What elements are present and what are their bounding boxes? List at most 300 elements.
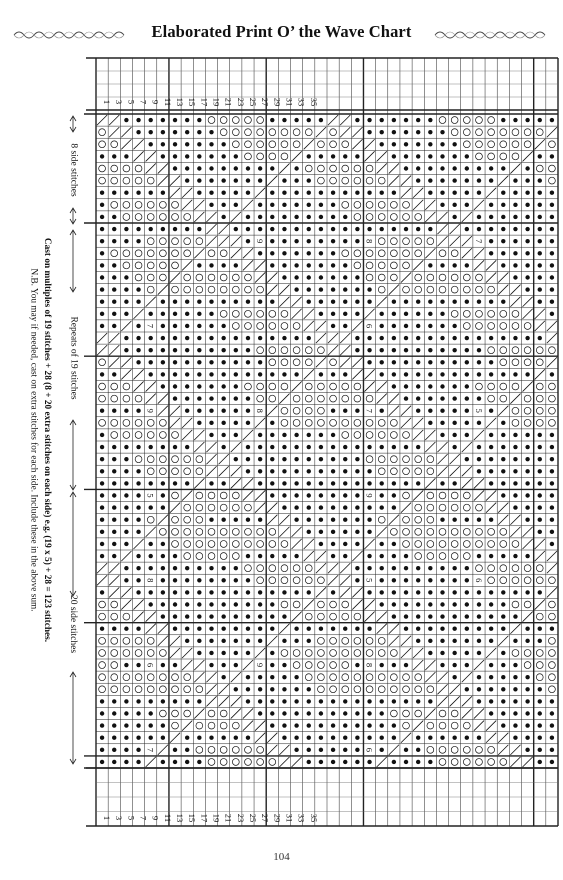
purl-dot-mark <box>489 445 493 449</box>
yarn-over-circle-mark <box>390 710 397 717</box>
purl-dot-mark <box>404 760 408 764</box>
yarn-over-circle-mark <box>415 238 422 245</box>
purl-dot-mark <box>209 433 213 437</box>
purl-dot-mark <box>221 409 225 413</box>
purl-dot-mark <box>282 239 286 243</box>
purl-dot-mark <box>234 360 238 364</box>
yarn-over-circle-mark <box>318 347 325 354</box>
yarn-over-circle-mark <box>463 722 470 729</box>
decrease-slash-mark <box>206 454 216 464</box>
yarn-over-circle-mark <box>159 201 166 208</box>
purl-dot-mark <box>258 639 262 643</box>
decrease-slash-mark <box>182 648 192 658</box>
decrease-slash-mark <box>243 721 253 731</box>
yarn-over-circle-mark <box>184 553 191 560</box>
yarn-over-circle-mark <box>196 274 203 281</box>
purl-dot-mark <box>343 312 347 316</box>
yarn-over-circle-mark <box>293 662 300 669</box>
purl-dot-mark <box>112 312 116 316</box>
purl-dot-mark <box>209 263 213 267</box>
purl-dot-mark <box>550 118 554 122</box>
yarn-over-circle-mark <box>293 359 300 366</box>
purl-dot-mark <box>380 372 384 376</box>
purl-dot-mark <box>440 627 444 631</box>
yarn-over-circle-mark <box>415 528 422 535</box>
purl-dot-mark <box>234 336 238 340</box>
yarn-over-circle-mark <box>476 117 483 124</box>
purl-dot-mark <box>294 445 298 449</box>
purl-dot-mark <box>136 723 140 727</box>
decrease-slash-mark <box>474 430 484 440</box>
purl-dot-mark <box>355 542 359 546</box>
yarn-over-circle-mark <box>293 419 300 426</box>
decrease-slash-mark <box>510 515 520 525</box>
decrease-slash-mark <box>352 369 362 379</box>
purl-dot-mark <box>221 651 225 655</box>
decrease-slash-mark <box>243 478 253 488</box>
purl-dot-mark <box>209 130 213 134</box>
purl-dot-mark <box>452 590 456 594</box>
yarn-over-circle-mark <box>463 492 470 499</box>
decrease-slash-mark <box>146 527 156 537</box>
yarn-over-circle-mark <box>549 407 556 414</box>
decrease-slash-mark <box>474 478 484 488</box>
yarn-over-circle-mark <box>257 383 264 390</box>
purl-dot-mark <box>100 699 104 703</box>
purl-dot-mark <box>307 433 311 437</box>
purl-dot-mark <box>112 760 116 764</box>
purl-dot-mark <box>416 590 420 594</box>
purl-dot-mark <box>307 251 311 255</box>
yarn-over-circle-mark <box>257 153 264 160</box>
yarn-over-circle-mark <box>549 395 556 402</box>
decrease-slash-mark <box>170 418 180 428</box>
yarn-over-circle-mark <box>184 214 191 221</box>
yarn-over-circle-mark <box>147 419 154 426</box>
purl-dot-mark <box>307 287 311 291</box>
purl-dot-mark <box>185 324 189 328</box>
purl-dot-mark <box>513 663 517 667</box>
decrease-slash-mark <box>389 176 399 186</box>
purl-dot-mark <box>465 590 469 594</box>
yarn-over-circle-mark <box>269 565 276 572</box>
purl-dot-mark <box>428 166 432 170</box>
purl-dot-mark <box>294 493 298 497</box>
yarn-over-circle-mark <box>123 395 130 402</box>
stitch-count-digit: 6 <box>473 578 484 583</box>
purl-dot-mark <box>416 312 420 316</box>
yarn-over-circle-mark <box>500 129 507 136</box>
purl-dot-mark <box>525 251 529 255</box>
purl-dot-mark <box>513 469 517 473</box>
purl-dot-mark <box>221 578 225 582</box>
yarn-over-circle-mark <box>439 250 446 257</box>
purl-dot-mark <box>452 651 456 655</box>
purl-dot-mark <box>270 711 274 715</box>
yarn-over-circle-mark <box>330 601 337 608</box>
decrease-slash-mark <box>279 163 289 173</box>
yarn-over-circle-mark <box>305 650 312 657</box>
yarn-over-circle-mark <box>415 274 422 281</box>
yarn-over-circle-mark <box>476 759 483 766</box>
yarn-over-circle-mark <box>184 504 191 511</box>
purl-dot-mark <box>161 481 165 485</box>
yarn-over-circle-mark <box>111 662 118 669</box>
decrease-slash-mark <box>523 297 533 307</box>
decrease-slash-mark <box>389 406 399 416</box>
purl-dot-mark <box>100 493 104 497</box>
yarn-over-circle-mark <box>354 250 361 257</box>
purl-dot-mark <box>234 191 238 195</box>
purl-dot-mark <box>367 723 371 727</box>
purl-dot-mark <box>282 639 286 643</box>
purl-dot-mark <box>452 433 456 437</box>
purl-dot-mark <box>452 300 456 304</box>
purl-dot-mark <box>100 542 104 546</box>
decrease-slash-mark <box>425 478 435 488</box>
decrease-slash-mark <box>231 212 241 222</box>
yarn-over-circle-mark <box>439 722 446 729</box>
purl-dot-mark <box>149 118 153 122</box>
purl-dot-mark <box>538 275 542 279</box>
purl-dot-mark <box>513 178 517 182</box>
decrease-slash-mark <box>146 612 156 622</box>
purl-dot-mark <box>525 723 529 727</box>
decrease-slash-mark <box>121 587 131 597</box>
purl-dot-mark <box>112 154 116 158</box>
purl-dot-mark <box>452 481 456 485</box>
purl-dot-mark <box>343 760 347 764</box>
purl-dot-mark <box>221 566 225 570</box>
purl-dot-mark <box>343 191 347 195</box>
yarn-over-circle-mark <box>135 201 142 208</box>
purl-dot-mark <box>355 336 359 340</box>
purl-dot-mark <box>307 639 311 643</box>
stitch-count-digit: 5 <box>473 408 484 413</box>
purl-dot-mark <box>392 300 396 304</box>
purl-dot-mark <box>331 154 335 158</box>
purl-dot-mark <box>513 493 517 497</box>
yarn-over-circle-mark <box>342 662 349 669</box>
purl-dot-mark <box>282 663 286 667</box>
purl-dot-mark <box>550 215 554 219</box>
yarn-over-circle-mark <box>330 383 337 390</box>
purl-dot-mark <box>161 300 165 304</box>
yarn-over-circle-mark <box>257 577 264 584</box>
purl-dot-mark <box>489 336 493 340</box>
purl-dot-mark <box>294 287 298 291</box>
purl-dot-mark <box>319 505 323 509</box>
yarn-over-circle-mark <box>366 214 373 221</box>
purl-dot-mark <box>355 566 359 570</box>
purl-dot-mark <box>209 142 213 146</box>
purl-dot-mark <box>392 699 396 703</box>
yarn-over-circle-mark <box>281 347 288 354</box>
purl-dot-mark <box>513 505 517 509</box>
purl-dot-mark <box>112 215 116 219</box>
yarn-over-circle-mark <box>342 686 349 693</box>
purl-dot-mark <box>294 433 298 437</box>
yarn-over-circle-mark <box>184 456 191 463</box>
purl-dot-mark <box>221 360 225 364</box>
decrease-slash-mark <box>133 309 143 319</box>
purl-dot-mark <box>465 409 469 413</box>
yarn-over-circle-mark <box>439 746 446 753</box>
purl-dot-mark <box>112 275 116 279</box>
row-number-bottom: 5 <box>126 815 137 821</box>
purl-dot-mark <box>550 518 554 522</box>
purl-dot-mark <box>294 191 298 195</box>
yarn-over-circle-mark <box>220 541 227 548</box>
yarn-over-circle-mark <box>147 238 154 245</box>
purl-dot-mark <box>525 590 529 594</box>
purl-dot-mark <box>355 711 359 715</box>
purl-dot-mark <box>331 433 335 437</box>
purl-dot-mark <box>489 590 493 594</box>
yarn-over-circle-mark <box>184 541 191 548</box>
purl-dot-mark <box>452 639 456 643</box>
purl-dot-mark <box>428 191 432 195</box>
purl-dot-mark <box>428 227 432 231</box>
purl-dot-mark <box>319 251 323 255</box>
purl-dot-mark <box>246 227 250 231</box>
yarn-over-circle-mark <box>281 141 288 148</box>
decrease-slash-mark <box>364 599 374 609</box>
decrease-slash-mark <box>206 212 216 222</box>
purl-dot-mark <box>440 130 444 134</box>
purl-dot-mark <box>161 227 165 231</box>
decrease-slash-mark <box>194 212 204 222</box>
purl-dot-mark <box>452 602 456 606</box>
decrease-slash-mark <box>486 503 496 513</box>
yarn-over-circle-mark <box>390 419 397 426</box>
yarn-over-circle-mark <box>111 601 118 608</box>
yarn-over-circle-mark <box>512 153 519 160</box>
purl-dot-mark <box>246 396 250 400</box>
decrease-slash-mark <box>510 527 520 537</box>
purl-dot-mark <box>501 215 505 219</box>
yarn-over-circle-mark <box>111 674 118 681</box>
purl-dot-mark <box>355 227 359 231</box>
purl-dot-mark <box>404 748 408 752</box>
purl-dot-mark <box>234 166 238 170</box>
purl-dot-mark <box>270 651 274 655</box>
yarn-over-circle-mark <box>378 468 385 475</box>
yarn-over-circle-mark <box>366 262 373 269</box>
purl-dot-mark <box>513 118 517 122</box>
purl-dot-mark <box>209 166 213 170</box>
purl-dot-mark <box>538 336 542 340</box>
purl-dot-mark <box>380 723 384 727</box>
yarn-over-circle-mark <box>403 674 410 681</box>
purl-dot-mark <box>294 481 298 485</box>
purl-dot-mark <box>380 554 384 558</box>
decrease-slash-mark <box>462 708 472 718</box>
purl-dot-mark <box>404 614 408 618</box>
purl-dot-mark <box>258 227 262 231</box>
purl-dot-mark <box>416 130 420 134</box>
yarn-over-circle-mark <box>293 577 300 584</box>
yarn-over-circle-mark <box>99 177 106 184</box>
purl-dot-mark <box>550 154 554 158</box>
purl-dot-mark <box>173 578 177 582</box>
yarn-over-circle-mark <box>135 650 142 657</box>
yarn-over-circle-mark <box>330 165 337 172</box>
purl-dot-mark <box>331 542 335 546</box>
purl-dot-mark <box>355 287 359 291</box>
decrease-slash-mark <box>425 660 435 670</box>
purl-dot-mark <box>489 227 493 231</box>
purl-dot-mark <box>392 505 396 509</box>
purl-dot-mark <box>525 699 529 703</box>
purl-dot-mark <box>197 312 201 316</box>
row-number-top: 29 <box>272 97 283 107</box>
purl-dot-mark <box>112 372 116 376</box>
purl-dot-mark <box>258 602 262 606</box>
purl-dot-mark <box>100 263 104 267</box>
purl-dot-mark <box>501 711 505 715</box>
yarn-over-circle-mark <box>111 177 118 184</box>
purl-dot-mark <box>294 336 298 340</box>
yarn-over-circle-mark <box>451 710 458 717</box>
decrease-slash-mark <box>304 539 314 549</box>
yarn-over-circle-mark <box>318 613 325 620</box>
purl-dot-mark <box>307 530 311 534</box>
purl-dot-mark <box>161 312 165 316</box>
decrease-slash-mark <box>547 587 557 597</box>
decrease-slash-mark <box>535 539 545 549</box>
purl-dot-mark <box>136 760 140 764</box>
purl-dot-mark <box>197 178 201 182</box>
purl-dot-mark <box>124 723 128 727</box>
purl-dot-mark <box>380 578 384 582</box>
purl-dot-mark <box>185 590 189 594</box>
yarn-over-circle-mark <box>172 492 179 499</box>
decrease-slash-mark <box>267 176 277 186</box>
purl-dot-mark <box>136 287 140 291</box>
purl-dot-mark <box>392 663 396 667</box>
yarn-over-circle-mark <box>427 541 434 548</box>
purl-dot-mark <box>416 348 420 352</box>
decrease-slash-mark <box>535 139 545 149</box>
purl-dot-mark <box>440 651 444 655</box>
yarn-over-circle-mark <box>245 286 252 293</box>
purl-dot-mark <box>294 166 298 170</box>
yarn-over-circle-mark <box>403 516 410 523</box>
purl-dot-mark <box>538 457 542 461</box>
yarn-over-circle-mark <box>354 637 361 644</box>
purl-dot-mark <box>100 481 104 485</box>
yarn-over-circle-mark <box>111 165 118 172</box>
purl-dot-mark <box>380 348 384 352</box>
purl-dot-mark <box>221 384 225 388</box>
purl-dot-mark <box>550 711 554 715</box>
yarn-over-circle-mark <box>415 250 422 257</box>
purl-dot-mark <box>124 445 128 449</box>
row-number-top: 15 <box>187 97 198 107</box>
purl-dot-mark <box>465 736 469 740</box>
yarn-over-circle-mark <box>123 613 130 620</box>
purl-dot-mark <box>538 433 542 437</box>
yarn-over-circle-mark <box>159 262 166 269</box>
purl-dot-mark <box>112 493 116 497</box>
purl-dot-mark <box>294 590 298 594</box>
decrease-slash-mark <box>328 115 338 125</box>
yarn-over-circle-mark <box>536 165 543 172</box>
decrease-slash-mark <box>194 200 204 210</box>
purl-dot-mark <box>477 166 481 170</box>
yarn-over-circle-mark <box>208 746 215 753</box>
decrease-slash-mark <box>219 684 229 694</box>
purl-dot-mark <box>416 736 420 740</box>
purl-dot-mark <box>246 178 250 182</box>
purl-dot-mark <box>428 300 432 304</box>
purl-dot-mark <box>246 300 250 304</box>
decrease-slash-mark <box>206 224 216 234</box>
purl-dot-mark <box>173 372 177 376</box>
purl-dot-mark <box>294 687 298 691</box>
decrease-slash-mark <box>437 696 447 706</box>
yarn-over-circle-mark <box>549 177 556 184</box>
purl-dot-mark <box>331 324 335 328</box>
purl-dot-mark <box>465 263 469 267</box>
purl-dot-mark <box>234 396 238 400</box>
purl-dot-mark <box>161 384 165 388</box>
purl-dot-mark <box>428 602 432 606</box>
purl-dot-mark <box>550 239 554 243</box>
purl-dot-mark <box>513 203 517 207</box>
purl-dot-mark <box>501 493 505 497</box>
decrease-slash-mark <box>523 151 533 161</box>
yarn-over-circle-mark <box>111 637 118 644</box>
purl-dot-mark <box>294 518 298 522</box>
purl-dot-mark <box>270 627 274 631</box>
yarn-over-circle-mark <box>390 674 397 681</box>
purl-dot-mark <box>136 699 140 703</box>
yarn-over-circle-mark <box>524 419 531 426</box>
purl-dot-mark <box>161 360 165 364</box>
purl-dot-mark <box>185 348 189 352</box>
purl-dot-mark <box>367 711 371 715</box>
purl-dot-mark <box>161 336 165 340</box>
purl-dot-mark <box>319 760 323 764</box>
decrease-slash-mark <box>377 381 387 391</box>
yarn-over-circle-mark <box>451 541 458 548</box>
yarn-over-circle-mark <box>99 637 106 644</box>
purl-dot-mark <box>343 263 347 267</box>
yarn-over-circle-mark <box>451 722 458 729</box>
purl-dot-mark <box>234 421 238 425</box>
decrease-slash-mark <box>377 394 387 404</box>
purl-dot-mark <box>489 469 493 473</box>
purl-dot-mark <box>465 614 469 618</box>
decrease-slash-mark <box>413 660 423 670</box>
purl-dot-mark <box>136 590 140 594</box>
stitch-count-digit: 7 <box>145 323 156 329</box>
purl-dot-mark <box>282 505 286 509</box>
decrease-slash-mark <box>231 442 241 452</box>
yarn-over-circle-mark <box>281 419 288 426</box>
decrease-slash-mark <box>535 599 545 609</box>
yarn-over-circle-mark <box>549 650 556 657</box>
purl-dot-mark <box>234 663 238 667</box>
yarn-over-circle-mark <box>403 528 410 535</box>
purl-dot-mark <box>149 348 153 352</box>
decrease-slash-mark <box>231 236 241 246</box>
purl-dot-mark <box>294 251 298 255</box>
purl-dot-mark <box>124 736 128 740</box>
decrease-slash-mark <box>146 381 156 391</box>
